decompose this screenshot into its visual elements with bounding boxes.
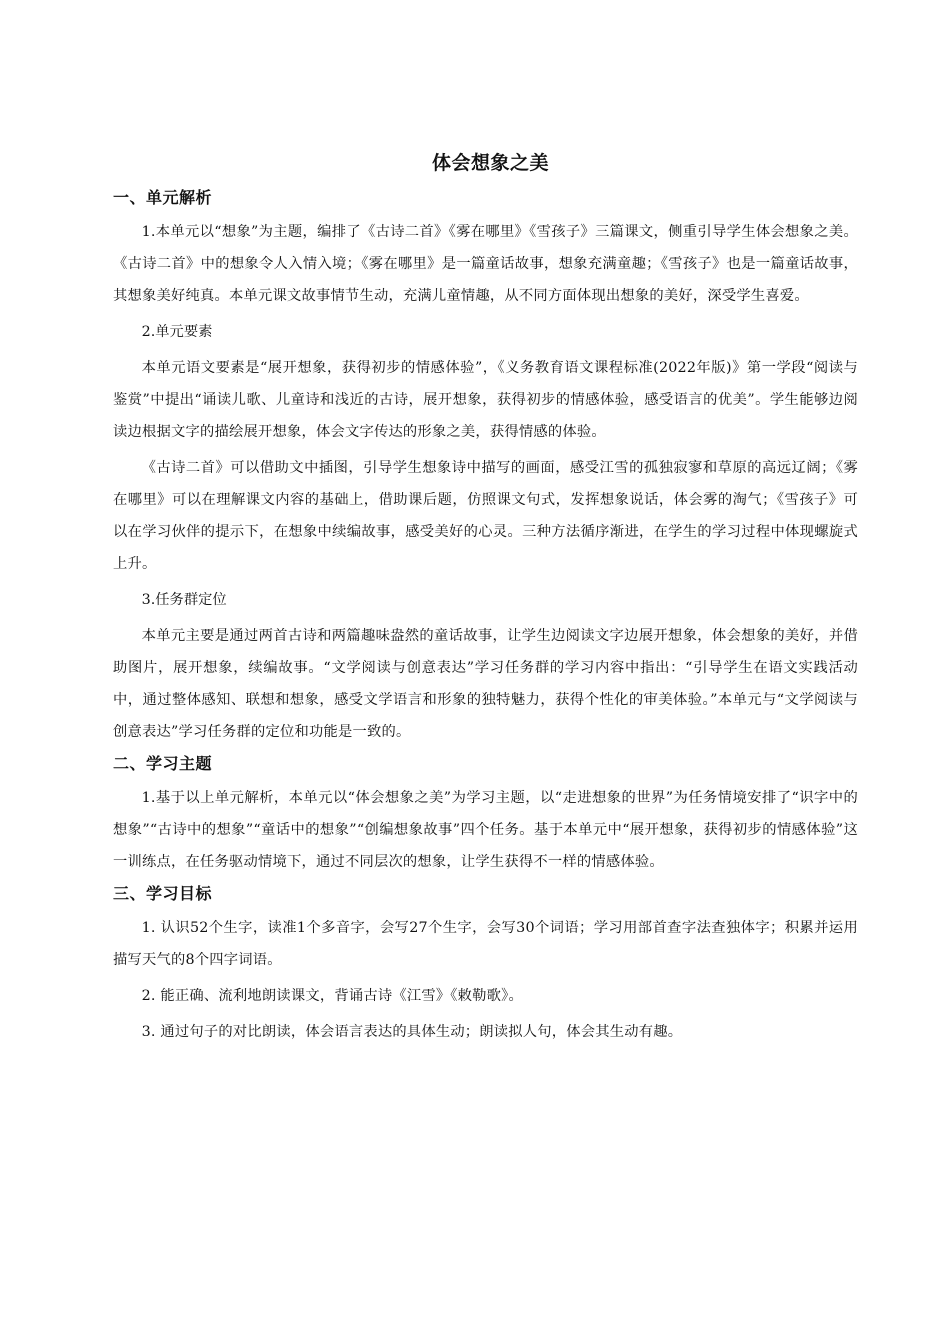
document-title: 体会想象之美 <box>431 152 549 174</box>
unit-elements-paragraph-1: 本单元语文要素是“展开想象，获得初步的情感体验”，《义务教育语文课程标准(2022年版)》第一学段“阅读与鉴赏”中提出“诵读儿歌、儿童诗和浅近的古诗，展开想象，获得初步的情感体验，感受语言的优美”。学生能够边阅读边根据文字的描绘展开想象，体会文字传达的形象之美，获得情感的体验。 <box>113 360 858 440</box>
section-heading-learning-theme: 二、学习主题 <box>113 754 213 773</box>
learning-goal-item: 3. 通过句子的对比朗读，体会语言表达的具体生动；朗读拟人句，体会其生动有趣。 <box>141 1024 683 1040</box>
task-group-paragraph: 本单元主要是通过两首古诗和两篇趣味盎然的童话故事，让学生边阅读文字边展开想象，体会想象的美好，并借助图片，展开想象，续编故事。“文学阅读与创意表达”学习任务群的学习内容中指出：“引导学生在语文实践活动中，通过整体感知、联想和想象，感受文学语言和形象的独特魅力，获得个性化的审美体验。”本单元与“文学阅读与创意表达”学习任务群的定位和功能是一致的。 <box>113 628 858 740</box>
learning-goal-item: 2. 能正确、流利地朗读课文，背诵古诗《江雪》《敕勒歌》。 <box>141 988 523 1004</box>
unit-elements-paragraph-2: 《古诗二首》可以借助文中插图，引导学生想象诗中描写的画面，感受江雪的孤独寂寥和草原的高远辽阔；《雾在哪里》可以在理解课文内容的基础上，借助课后题，仿照课文句式，发挥想象说话，体会雾的淘气；《雪孩子》可以在学习伙伴的提示下，在想象中续编故事，感受美好的心灵。三种方法循序渐进，在学生的学习过程中体现螺旋式上升。 <box>113 460 858 572</box>
unit-elements-label: 2.单元要素 <box>141 324 213 340</box>
task-group-label: 3.任务群定位 <box>141 592 227 608</box>
learning-goal-item: 1. 认识52个生字，读准1个多音字，会写27个生字，会写30个词语；学习用部首查字法查独体字；积累并运用描写天气的8个四字词语。 <box>113 920 858 968</box>
section-heading-learning-goals: 三、学习目标 <box>113 884 213 903</box>
unit-analysis-paragraph-1: 1.本单元以“想象”为主题，编排了《古诗二首》《雾在哪里》《雪孩子》三篇课文，侧重引导学生体会想象之美。《古诗二首》中的想象令人入情入境；《雾在哪里》是一篇童话故事，想象充满童趣；《雪孩子》也是一篇童话故事，其想象美好纯真。本单元课文故事情节生动，充满儿童情趣，从不同方面体现出想象的美好，深受学生喜爱。 <box>113 224 858 304</box>
learning-theme-paragraph: 1.基于以上单元解析，本单元以“体会想象之美”为学习主题，以“走进想象的世界”为任务情境安排了“识字中的想象”“古诗中的想象”“童话中的想象”“创编想象故事”四个任务。基于本单元中“展开想象，获得初步的情感体验”这一训练点，在任务驱动情境下，通过不同层次的想象，让学生获得不一样的情感体验。 <box>113 790 858 870</box>
section-heading-unit-analysis: 一、单元解析 <box>113 188 213 207</box>
